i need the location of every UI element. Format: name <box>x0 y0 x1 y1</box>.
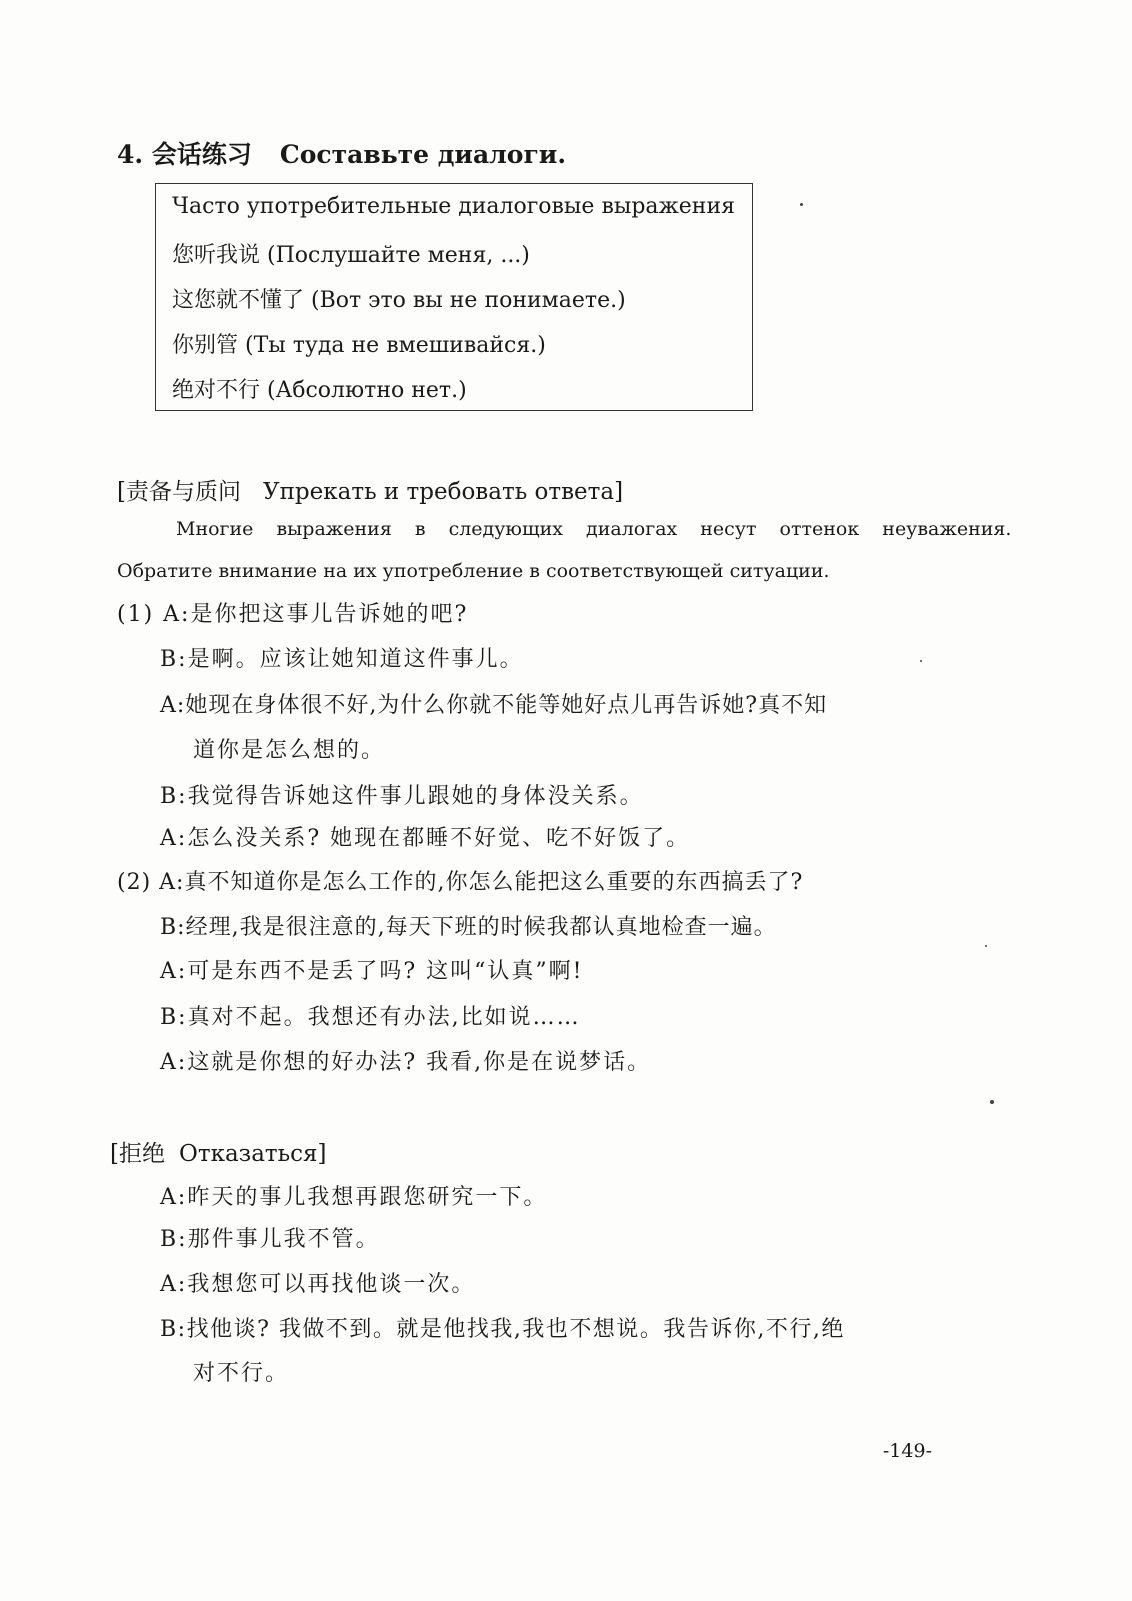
section-title-ru: Отказаться <box>178 1141 318 1167</box>
exercise-title-zh: 会话练习 <box>151 140 252 169</box>
dialog-number: (1) <box>117 602 155 627</box>
expression-item: 您听我说 (Послушайте меня, ...) <box>172 243 530 268</box>
speaker-label: A: <box>160 959 188 984</box>
speaker-label: A: <box>160 1050 188 1075</box>
dialog-line <box>160 1267 475 1298</box>
dialog-text: 这就是你想的好办法? 我看,你是在说梦话。 <box>187 1050 652 1075</box>
dialog-line <box>160 1312 845 1343</box>
dialog-text: 我想您可以再找他谈一次。 <box>187 1272 476 1297</box>
expression-item: 你别管 (Ты туда не вмешивайся.) <box>172 333 546 358</box>
scan-speck <box>920 660 922 662</box>
dialog-line <box>117 865 803 896</box>
dialog-text: 真对不起。我想还有办法,比如说…… <box>187 1005 581 1030</box>
dialog-line <box>160 642 524 673</box>
bracket-open: [ <box>110 1141 119 1167</box>
expression-item: 绝对不行 (Абсолютно нет.) <box>172 378 467 403</box>
dialog-line <box>160 1000 581 1031</box>
dialog-line <box>160 688 827 719</box>
dialog-line <box>117 597 468 628</box>
speaker-label: A: <box>160 1272 188 1297</box>
dialog-text: 昨天的事儿我想再跟您研究一下。 <box>187 1185 548 1210</box>
section-title-refuse <box>110 1135 327 1168</box>
speaker-label: A: <box>160 1185 188 1210</box>
intro-line-1: Многие выражения в следующих диалогах несут оттенок неуважения. <box>176 518 1012 540</box>
dialog-line <box>160 779 644 810</box>
section-title-zh: 拒绝 <box>118 1141 165 1167</box>
speaker-label: A: <box>163 602 191 627</box>
speaker-label: B: <box>160 915 186 940</box>
page-number: -149- <box>882 1440 932 1462</box>
scan-speck <box>990 1100 994 1104</box>
exercise-number: 4. <box>117 140 144 169</box>
speaker-label: B: <box>160 1317 187 1342</box>
section-title-ru: Упрекать и требовать ответа <box>262 479 615 505</box>
intro-line-2: Обратите внимание на их употребление в соответствующей ситуации. <box>117 560 830 582</box>
dialog-line <box>160 1222 380 1253</box>
dialog-line-continuation: 对不行。 <box>193 1361 290 1386</box>
dialog-text: 怎么没关系? 她现在都睡不好觉、吃不好饭了。 <box>187 826 691 851</box>
dialog-text: 她现在身体很不好,为什么你就不能等她好点儿再告诉她?真不知 <box>185 693 828 718</box>
expressions-box-title: Часто употребительные диалоговые выражения <box>172 194 735 219</box>
dialog-text: 可是东西不是丢了吗? 这叫“认真”啊! <box>187 959 584 984</box>
speaker-label: B: <box>160 1227 188 1252</box>
dialog-text: 是啊。应该让她知道这件事儿。 <box>187 647 524 672</box>
dialog-line <box>160 1180 547 1211</box>
exercise-title-ru: Составьте диалоги. <box>279 140 567 169</box>
speaker-label: A: <box>160 826 188 851</box>
dialog-line <box>160 910 777 941</box>
dialog-text: 找他谈? 我做不到。就是他找我,我也不想说。我告诉你,不行,绝 <box>186 1317 845 1342</box>
dialog-text: 是你把这事儿告诉她的吧? <box>190 602 469 627</box>
dialog-text: 我觉得告诉她这件事儿跟她的身体没关系。 <box>187 784 644 809</box>
speaker-label: B: <box>160 1005 188 1030</box>
speaker-label: A: <box>159 870 185 895</box>
dialog-line <box>160 1045 651 1076</box>
scan-speck <box>985 945 987 947</box>
dialog-text: 那件事儿我不管。 <box>187 1227 380 1252</box>
section-title-zh: 责备与质问 <box>125 479 241 505</box>
bracket-close: ] <box>317 1141 327 1167</box>
exercise-heading <box>117 135 566 171</box>
dialog-line <box>160 821 690 852</box>
dialog-number: (2) <box>117 870 152 895</box>
dialog-line-continuation: 道你是怎么想的。 <box>193 738 386 763</box>
dialog-line <box>160 954 583 985</box>
common-expressions-box <box>155 183 753 411</box>
section-title-reproach <box>117 473 623 506</box>
bracket-open: [ <box>117 479 126 505</box>
dialog-text: 真不知道你是怎么工作的,你怎么能把这么重要的东西搞丢了? <box>184 870 804 895</box>
speaker-label: B: <box>160 784 188 809</box>
dialog-text: 经理,我是很注意的,每天下班的时候我都认真地检查一遍。 <box>185 915 777 940</box>
speaker-label: B: <box>160 647 188 672</box>
bracket-close: ] <box>614 479 624 505</box>
expression-item: 这您就不懂了 (Вот это вы не понимаете.) <box>172 288 626 313</box>
speaker-label: A: <box>160 693 186 718</box>
scan-speck <box>800 203 803 206</box>
